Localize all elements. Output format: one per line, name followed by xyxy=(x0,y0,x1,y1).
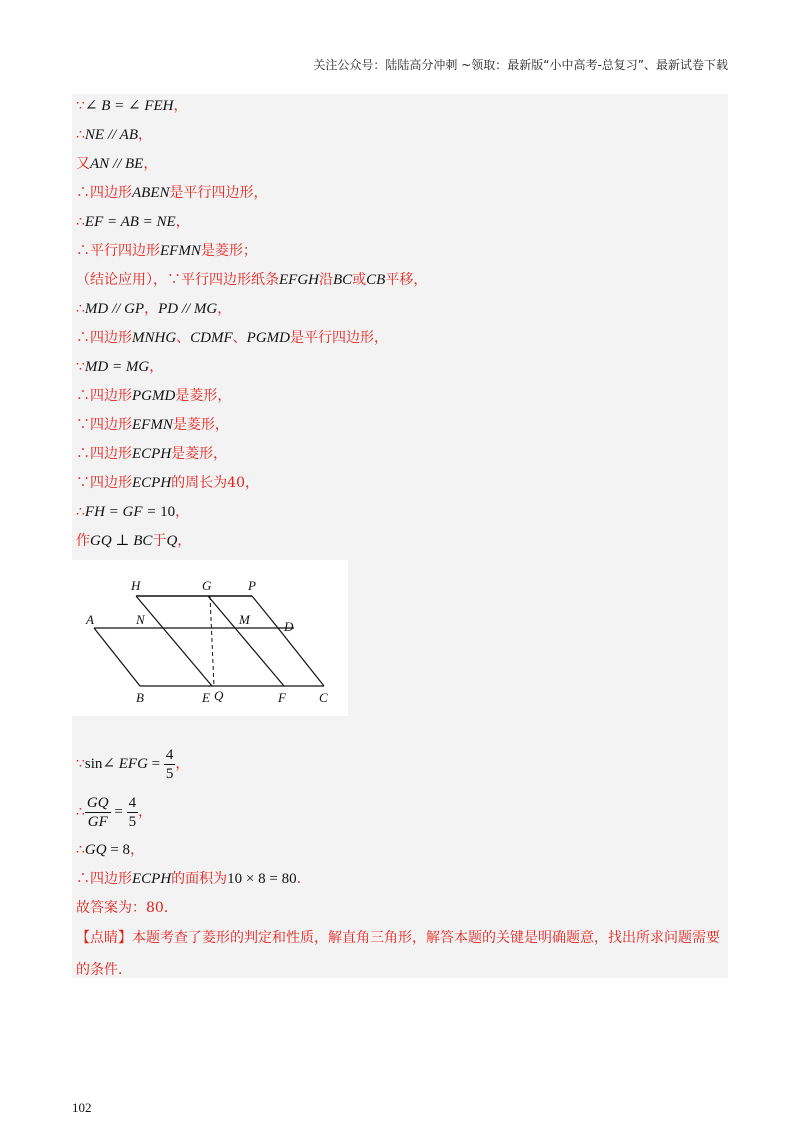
label-M: M xyxy=(239,612,250,627)
label-E: E xyxy=(202,690,210,705)
segment-DC xyxy=(278,628,324,686)
segment-GQ-dashed xyxy=(210,596,214,686)
solution-line-13: ∴四边形ECPH是菱形， xyxy=(76,446,228,462)
solution-line-9: ∴四边形MNHG、CDMF、PGMD是平行四边形， xyxy=(76,330,388,346)
label-B: B xyxy=(136,690,144,705)
solution-line-7: （结论应用），∵平行四边形纸条EFGH沿BC或CB平移， xyxy=(76,272,428,288)
label-Q: Q xyxy=(214,688,224,703)
solution-line-14: ∵四边形ECPH的周长为40， xyxy=(76,475,259,491)
page-number: 102 xyxy=(72,1100,92,1115)
solution-line-2: ∴NE // AB， xyxy=(76,127,152,143)
label-D: D xyxy=(284,619,294,634)
key-point-note: 【点睛】本题考查了菱形的判定和性质，解直角三角形，解答本题的关键是明确题意，找出所求问题需要的条件． xyxy=(76,930,720,978)
solution-line-17: ∵sin∠ EFG = $\frac{4}{5}$ ， xyxy=(76,746,190,782)
solution-content xyxy=(72,94,728,978)
solution-line-1: ∵∠ B = ∠ FEH， xyxy=(76,98,188,114)
solution-line-5: ∴EF = AB = NE， xyxy=(76,214,190,230)
solution-line-12: ∵四边形EFMN是菱形， xyxy=(76,417,229,433)
segment-HE xyxy=(136,596,212,686)
solution-line-20: ∴四边形ECPH的面积为10 × 8 = 80. xyxy=(76,871,302,887)
fraction-GQ-GF: $\frac{GQ}{GF}$ xyxy=(86,794,109,830)
solution-line-11: ∴四边形PGMD是菱形， xyxy=(76,388,232,404)
label-N: N xyxy=(136,612,145,627)
geometry-figure xyxy=(72,560,348,716)
solution-line-10: ∵MD = MG， xyxy=(76,359,164,375)
fraction-four-fifths-2: $\frac{4}{5}$ xyxy=(128,794,137,830)
solution-line-4: ∴四边形ABEN是平行四边形， xyxy=(76,185,268,201)
page-header: 关注公众号：陆陆高分冲刺 ~领取：最新版“小中高考-总复习”、最新试卷下载 xyxy=(313,58,728,72)
segment-PD xyxy=(252,596,278,628)
fraction-four-fifths: $\frac{4}{5}$ xyxy=(165,746,174,782)
label-P: P xyxy=(248,578,256,593)
label-H: H xyxy=(131,578,141,593)
parallelogram-strip-diagram xyxy=(72,560,348,716)
label-A: A xyxy=(86,612,94,627)
solution-line-8: ∴MD // GP，PD // MG， xyxy=(76,301,232,317)
label-G: G xyxy=(202,578,212,593)
answer-line: 故答案为：80． xyxy=(76,900,178,916)
segment-GF xyxy=(208,596,284,686)
solution-line-6: ∴平行四边形EFMN是菱形； xyxy=(76,243,257,259)
solution-line-18: ∴ $\frac{GQ}{GF}$ = $\frac{4}{5}$ ， xyxy=(76,794,153,830)
label-C: C xyxy=(319,690,328,705)
label-F: F xyxy=(278,690,286,705)
segment-AB xyxy=(94,628,140,686)
solution-line-3: 又AN // BE， xyxy=(76,156,158,172)
solution-line-19: ∴GQ = 8， xyxy=(76,842,145,858)
solution-line-16: 作GQ ⊥ BC于Q， xyxy=(76,533,192,549)
solution-line-15: ∴FH = GF = 10， xyxy=(76,504,190,520)
